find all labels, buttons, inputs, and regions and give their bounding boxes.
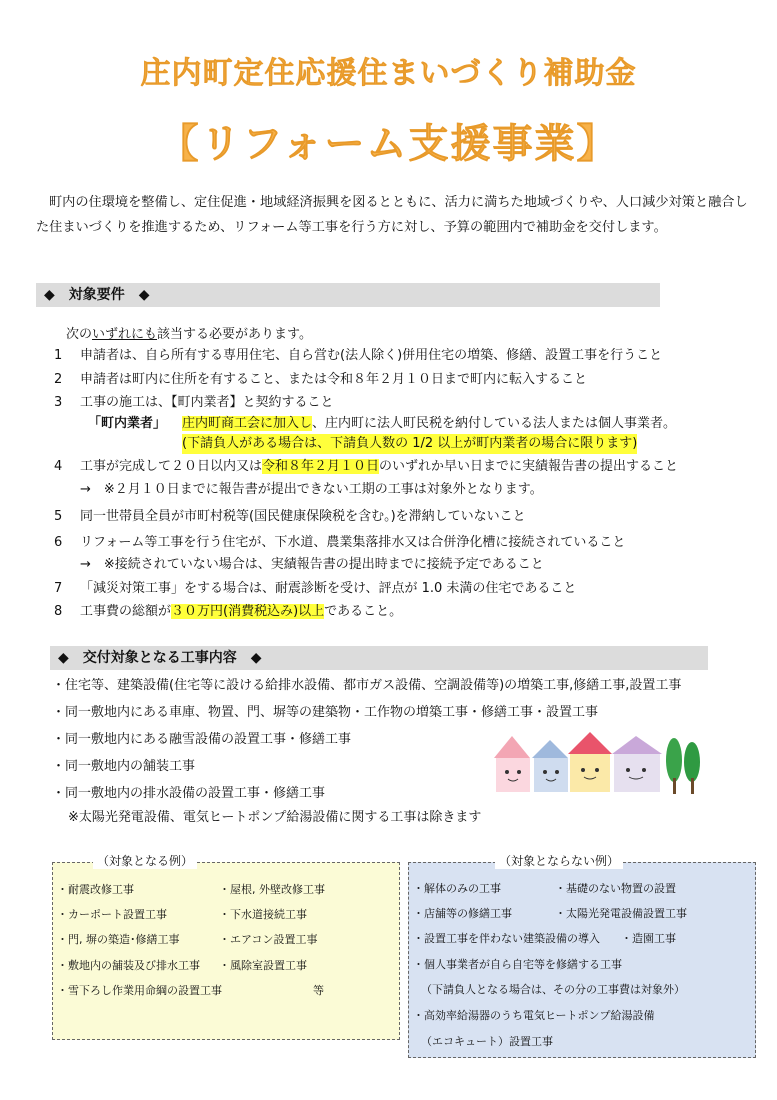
list-item: ・設置工事を伴わない建築設備の導入: [413, 932, 600, 945]
list-item-note: （エコキュート）設置工事: [421, 1035, 553, 1048]
list-item: ・同一敷地内にある車庫、物置、門、塀等の建築物・工作物の増築工事・修繕工事・設置工事: [52, 705, 599, 720]
list-item: ・造園工事: [621, 932, 676, 945]
list-item: ・個人事業者が自ら自宅等を修繕する工事: [413, 958, 622, 971]
list-item: ・エアコン設置工事: [219, 933, 318, 946]
list-item: ・高効率給湯器のうち電気ヒートポンプ給湯設備: [413, 1009, 655, 1022]
requirements-lead: 次のいずれにも該当する必要があります。: [66, 327, 312, 342]
list-item: ・同一敷地内の排水設備の設置工事・修繕工事: [52, 786, 326, 801]
title-line2: 【リフォーム支援事業】: [158, 121, 619, 167]
list-item: ・店舗等の修繕工事: [413, 907, 512, 920]
eligible-examples-box: [52, 854, 400, 1040]
intro-paragraph: 町内の住環境を整備し、定住促進・地域経済振興を図るとともに、活力に満ちた地域づくりや、人口減少対策と融合した住まいづくりを推進するため、リフォーム等工事を行う方に対し、予算の範囲内で補助金を交付します。: [36, 195, 748, 235]
list-item: ・カーポート設置工事: [57, 908, 167, 921]
list-item: ・耐震改修工事: [57, 883, 134, 896]
requirement-note: → ※接続されていない場合は、実績報告書の提出時までに接続予定であること: [80, 557, 544, 572]
title-line1: 庄内町定住応援住まいづくり補助金: [140, 56, 637, 91]
list-item: ・解体のみの工事: [413, 882, 501, 895]
list-item: ・屋根, 外壁改修工事: [219, 883, 325, 896]
exclusion-note: ※太陽光発電設備、電気ヒートポンプ給湯設備に関する工事は除きます: [68, 810, 482, 825]
house-pink-icon: [494, 736, 530, 792]
section-heading-requirements: ◆ 対象要件 ◆: [36, 283, 660, 307]
list-item-note: （下請負人となる場合は、その分の工事費は対象外）: [421, 983, 685, 996]
houses-illustration: [492, 732, 714, 794]
list-item: ・雪下ろし作業用命綱の設置工事: [57, 984, 222, 997]
house-blue-icon: [532, 740, 568, 792]
list-item: ・風除室設置工事: [219, 959, 307, 972]
list-item: ・下水道接続工事: [219, 908, 307, 921]
list-item: ・同一敷地内にある融雪設備の設置工事・修繕工事: [52, 732, 352, 747]
house-purple-icon: [612, 736, 662, 792]
list-item: ・門, 塀の築造･修繕工事: [57, 933, 180, 946]
house-red-icon: [568, 732, 612, 792]
list-item: ・同一敷地内の舗装工事: [52, 759, 196, 774]
box-title: （対象とならない例）: [495, 852, 623, 869]
list-item: ・太陽光発電設備設置工事: [555, 907, 687, 920]
tree-icon: [666, 738, 700, 794]
section-heading-eligible-work: ◆ 交付対象となる工事内容 ◆: [50, 646, 708, 670]
list-item: ・敷地内の舗装及び排水工事: [57, 959, 200, 972]
list-item: ・基礎のない物置の設置: [555, 882, 676, 895]
ineligible-examples-box: [408, 854, 756, 1058]
etc-label: 等: [313, 984, 324, 997]
box-title: （対象となる例）: [93, 852, 197, 869]
list-item: ・住宅等、建築設備(住宅等に設ける給排水設備、都市ガス設備、空調設備等)の増築工事,修繕工事,設置工事: [52, 678, 682, 693]
requirement-note: → ※２月１０日までに報告書が提出できない工期の工事は対象外となります。: [80, 482, 543, 497]
